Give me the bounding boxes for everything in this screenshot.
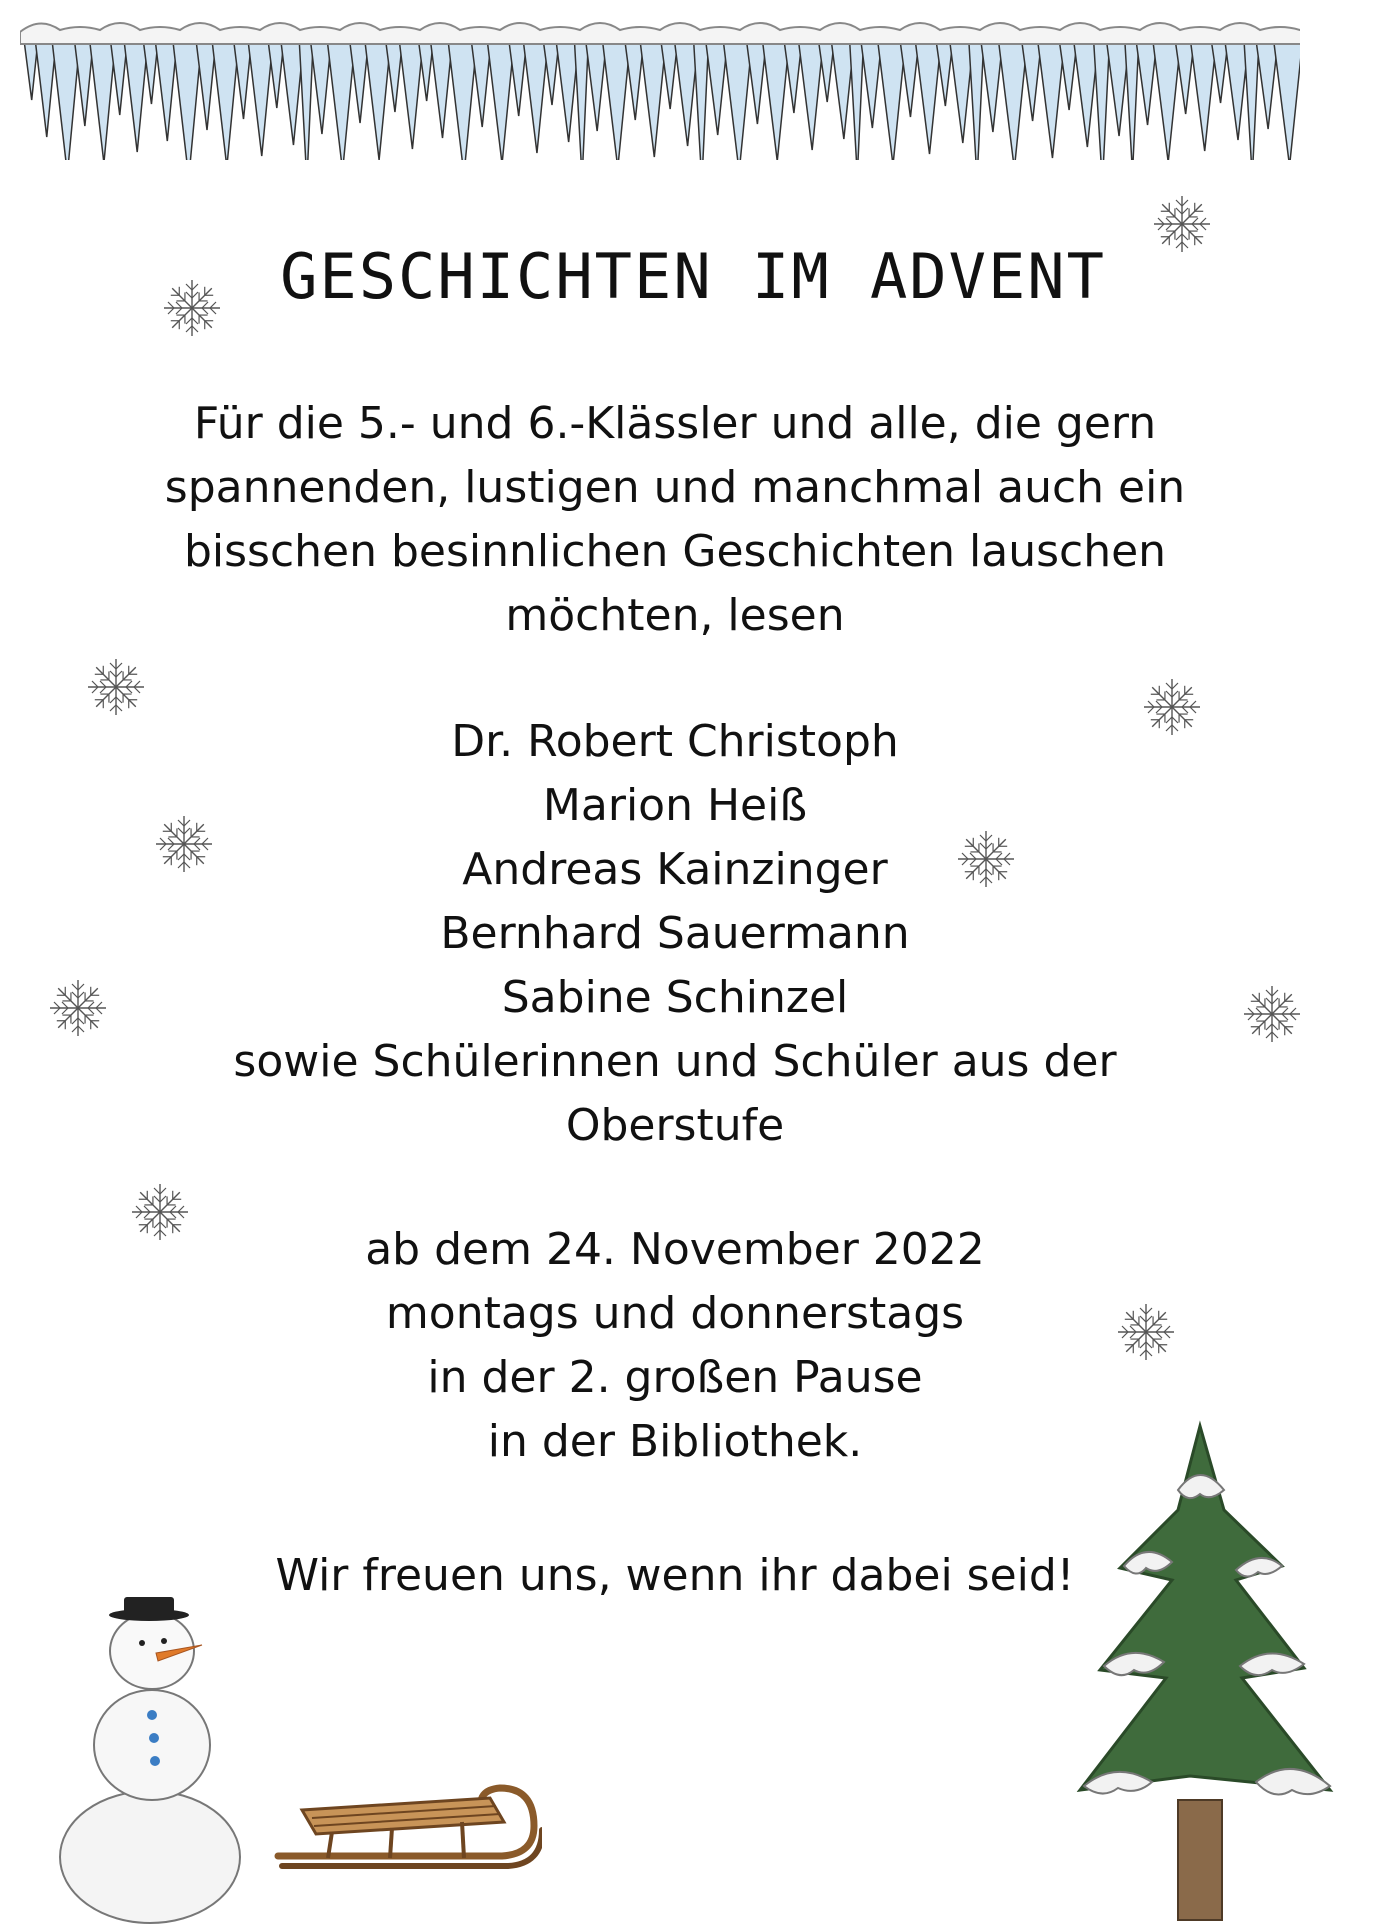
snowflake-icon [46, 976, 110, 1040]
snowman-icon [52, 1595, 252, 1925]
icicle [1094, 40, 1110, 160]
icicle [694, 40, 709, 160]
intro-line: spannenden, lustigen und manchmal auch ein [164, 462, 1186, 513]
snowflake-icon [1150, 192, 1214, 256]
page-title: GESCHICHTEN IM ADVENT [280, 240, 1106, 313]
schedule-line: in der 2. großen Pause [427, 1352, 923, 1403]
icicle [1125, 40, 1139, 160]
icicle [878, 40, 906, 160]
schedule-line: in der Bibliothek. [487, 1416, 863, 1467]
fir-tree-icon [1060, 1420, 1360, 1930]
icicle [850, 40, 864, 160]
icicle [1153, 40, 1181, 160]
reader-name: Bernhard Sauermann [440, 908, 910, 959]
snowflake-icon [1140, 675, 1204, 739]
icicle [1274, 40, 1300, 160]
reader-name: Andreas Kainzinger [462, 844, 888, 895]
intro-line: Für die 5.- und 6.-Klässler und alle, die gern [193, 398, 1157, 449]
icicle [124, 40, 148, 152]
icicle [212, 40, 239, 160]
icicle [448, 40, 477, 160]
icicle [574, 40, 588, 160]
sled-icon [272, 1770, 542, 1880]
closing-line: Wir freuen uns, wenn ihr dabei seid! [275, 1550, 1075, 1601]
reader-name: Marion Heiß [542, 780, 808, 831]
icicle [52, 40, 80, 160]
snowflake-icon [128, 1180, 192, 1244]
snowflake-icon [84, 655, 148, 719]
icicle [523, 40, 548, 153]
reader-name: Sabine Schinzel [501, 972, 849, 1023]
snowflake-icon [152, 812, 216, 876]
icicle [299, 40, 313, 160]
icicle [90, 40, 116, 160]
icicle [327, 40, 355, 160]
snowflake-icon [1114, 1300, 1178, 1364]
icicle [365, 40, 391, 160]
schedule-info [130, 1218, 1220, 1474]
snowflake-icon [954, 827, 1018, 891]
icicle [915, 40, 941, 154]
snowflake-icon [1240, 982, 1304, 1046]
icicle [723, 40, 752, 160]
icicle [602, 40, 630, 160]
schedule-line: montags und donnerstags [385, 1288, 965, 1339]
icicle [762, 40, 789, 160]
icicle [1190, 40, 1216, 151]
icicle [969, 40, 984, 160]
reader-name: Dr. Robert Christoph [451, 716, 899, 767]
readers-extra-line: Oberstufe [565, 1100, 785, 1151]
intro-paragraph [130, 392, 1220, 648]
intro-line: möchten, lesen [505, 590, 845, 641]
icicle [248, 40, 273, 156]
icicle-border [20, 10, 1300, 160]
snowflake-icon [160, 276, 224, 340]
icicle [1244, 40, 1259, 160]
icicle [399, 40, 423, 149]
icicle [640, 40, 666, 157]
readers-extra-line: sowie Schülerinnen und Schüler aus der [233, 1036, 1117, 1087]
intro-line: bisschen besinnlichen Geschichten lauschen [183, 526, 1167, 577]
icicle [998, 40, 1027, 160]
icicle [1038, 40, 1065, 158]
reader-list [130, 710, 1220, 1158]
schedule-line: ab dem 24. November 2022 [365, 1224, 985, 1275]
icicle [798, 40, 823, 150]
icicle [487, 40, 514, 160]
